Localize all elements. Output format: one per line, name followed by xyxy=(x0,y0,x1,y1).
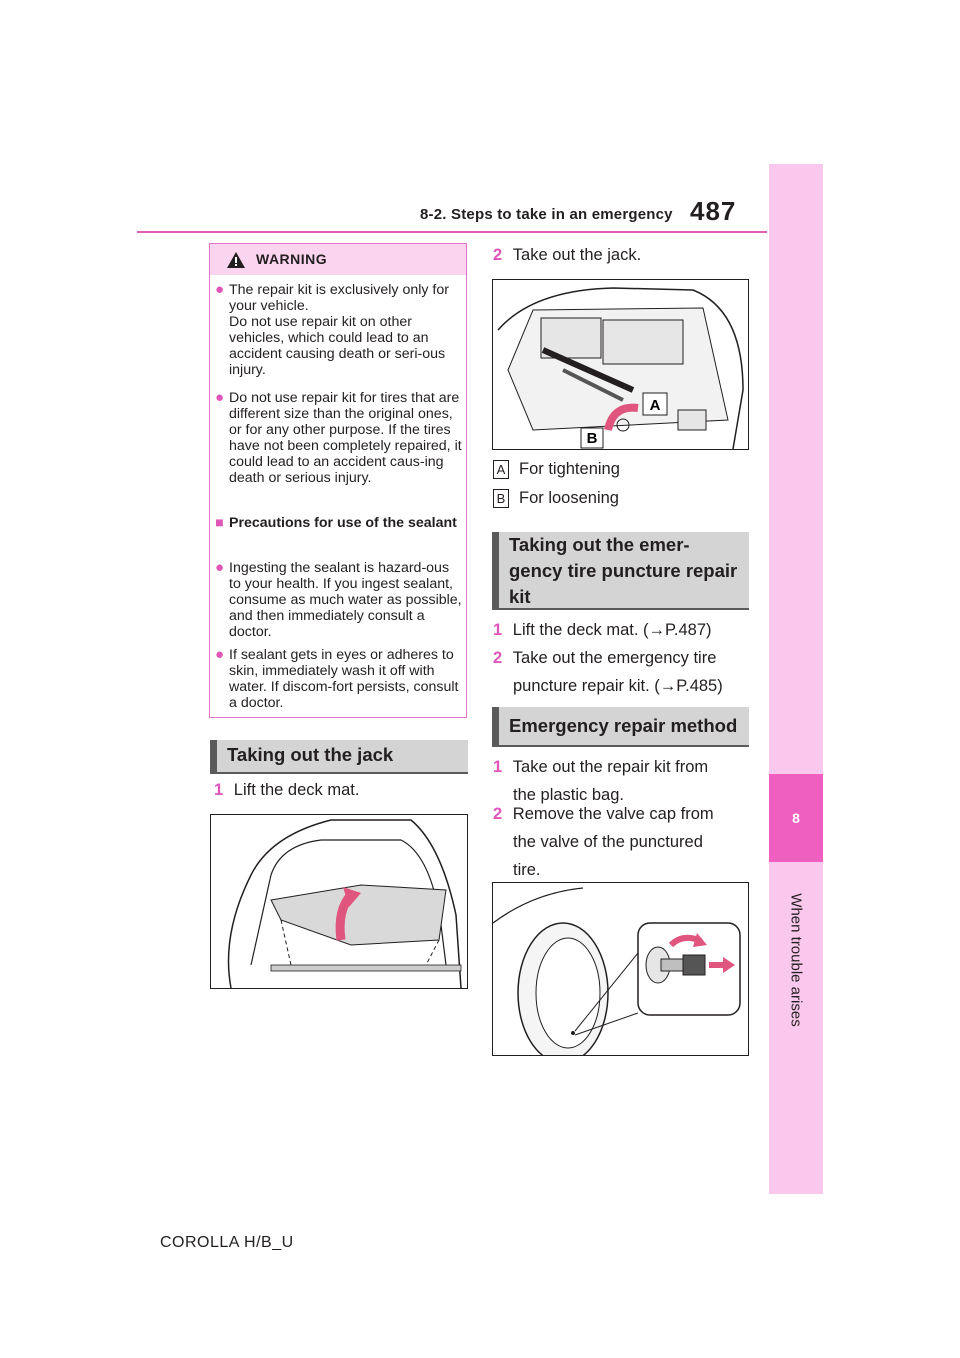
warning-label: WARNING xyxy=(256,251,328,267)
page-number: 487 xyxy=(690,196,737,226)
label-legend-b xyxy=(493,484,619,512)
deck-mat-drawing xyxy=(211,815,467,988)
jack-illustration xyxy=(492,279,749,450)
warning-item: ● Do not use repair kit for tires that are different size than the original ones, or for any other purpose. If the tires have not been completely repaired, it could lead to an accident caus-ing death or serious injury. xyxy=(215,389,462,486)
step-item xyxy=(493,753,708,781)
step-item xyxy=(493,241,641,269)
section-title-line: kit xyxy=(509,586,531,607)
warning-subheading: ■ Precautions for use of the sealant xyxy=(215,515,463,531)
section-header-repair-method: Emergency repair method xyxy=(492,707,749,747)
warning-item-text: If sealant gets in eyes or adheres to skin, immediately wash it off with water. If discom-fort persists, consult a doctor. xyxy=(229,647,459,711)
warning-item: ● If sealant gets in eyes or adheres to skin, immediately wash it off with water. If discom-fort persists, consult a doctor. xyxy=(215,647,463,711)
step-text-continuation: the plastic bag. xyxy=(513,786,624,804)
header-rule xyxy=(137,231,767,233)
step-item xyxy=(214,776,359,804)
step-text-continuation: the valve of the punctured xyxy=(513,833,703,851)
warning-item: ● Ingesting the sealant is hazard-ous to your health. If you ingest sealant, consume as much water as possible, and then immediately consult a doctor. xyxy=(215,559,462,640)
step-text: Take out the repair kit from xyxy=(512,758,709,776)
warning-triangle-icon xyxy=(226,251,246,269)
warning-item-text: Do not use repair kit for tires that are different size than the original ones, or for any other purpose. If the tires have not been completely repaired, it could lead to an accident caus-ing death or serious injury. xyxy=(229,390,462,486)
step-text: Take out the emergency tire xyxy=(512,649,717,667)
valve-cap-illustration xyxy=(492,882,749,1056)
step-number: 2 xyxy=(493,805,503,823)
step-number: 1 xyxy=(493,621,503,639)
footer-model: COROLLA H/B_U xyxy=(160,1234,294,1251)
legend-box-a: A xyxy=(493,460,509,479)
jack-drawing xyxy=(493,280,748,449)
step-text: Lift the deck mat. xyxy=(233,781,360,799)
step-text: Take out the jack. xyxy=(512,246,642,264)
chapter-number[interactable]: 8 xyxy=(769,774,823,862)
step-number: 1 xyxy=(214,781,224,799)
warning-item-text: Ingesting the sealant is hazard-ous to your health. If you ingest sealant, consume as much water as possible, and then immediately consult a doctor. xyxy=(229,560,462,640)
step-number: 2 xyxy=(493,649,503,667)
step-text-continuation: tire. xyxy=(513,861,541,879)
warning-item-text: Do not use repair kit on other vehicles, which could lead to an accident causing death or seri-ous injury. xyxy=(229,314,446,378)
figure-label-b: B xyxy=(586,430,598,447)
step-number: 1 xyxy=(493,758,503,776)
figure-label-a: A xyxy=(649,397,661,414)
step-text-continuation[interactable]: puncture repair kit. (→P.485) xyxy=(513,677,723,695)
step-item xyxy=(493,616,712,644)
warning-header xyxy=(210,244,466,275)
deck-mat-illustration xyxy=(210,814,468,989)
chapter-title: When trouble arises xyxy=(787,893,805,1027)
section-title: 8-2. Steps to take in an emergency xyxy=(420,206,673,223)
chapter-side-tab xyxy=(769,164,823,1194)
step-text[interactable]: Lift the deck mat. (→P.487) xyxy=(512,621,712,639)
warning-subheading-text: Precautions for use of the sealant xyxy=(229,515,457,531)
step-text: Remove the valve cap from xyxy=(512,805,714,823)
legend-text-a: For tightening xyxy=(519,460,620,478)
warning-item-text: The repair kit is exclusively only for your vehicle. xyxy=(229,282,449,314)
step-item xyxy=(493,644,716,672)
step-item xyxy=(493,800,714,828)
section-header-taking-out-jack: Taking out the jack xyxy=(210,740,468,774)
section-title-line: gency tire puncture repair xyxy=(509,560,738,581)
label-legend-a xyxy=(493,455,620,483)
legend-box-b: B xyxy=(493,489,509,508)
section-title-line: Taking out the emer- xyxy=(509,534,690,555)
valve-cap-drawing xyxy=(493,883,748,1055)
step-number: 2 xyxy=(493,246,503,264)
legend-text-b: For loosening xyxy=(519,489,619,507)
section-header-taking-out-kit xyxy=(492,532,749,610)
warning-item: ● The repair kit is exclusively only for your vehicle. Do not use repair kit on other vehicles, which could lead to an accident causing death or seri-ous injury. xyxy=(215,282,463,378)
